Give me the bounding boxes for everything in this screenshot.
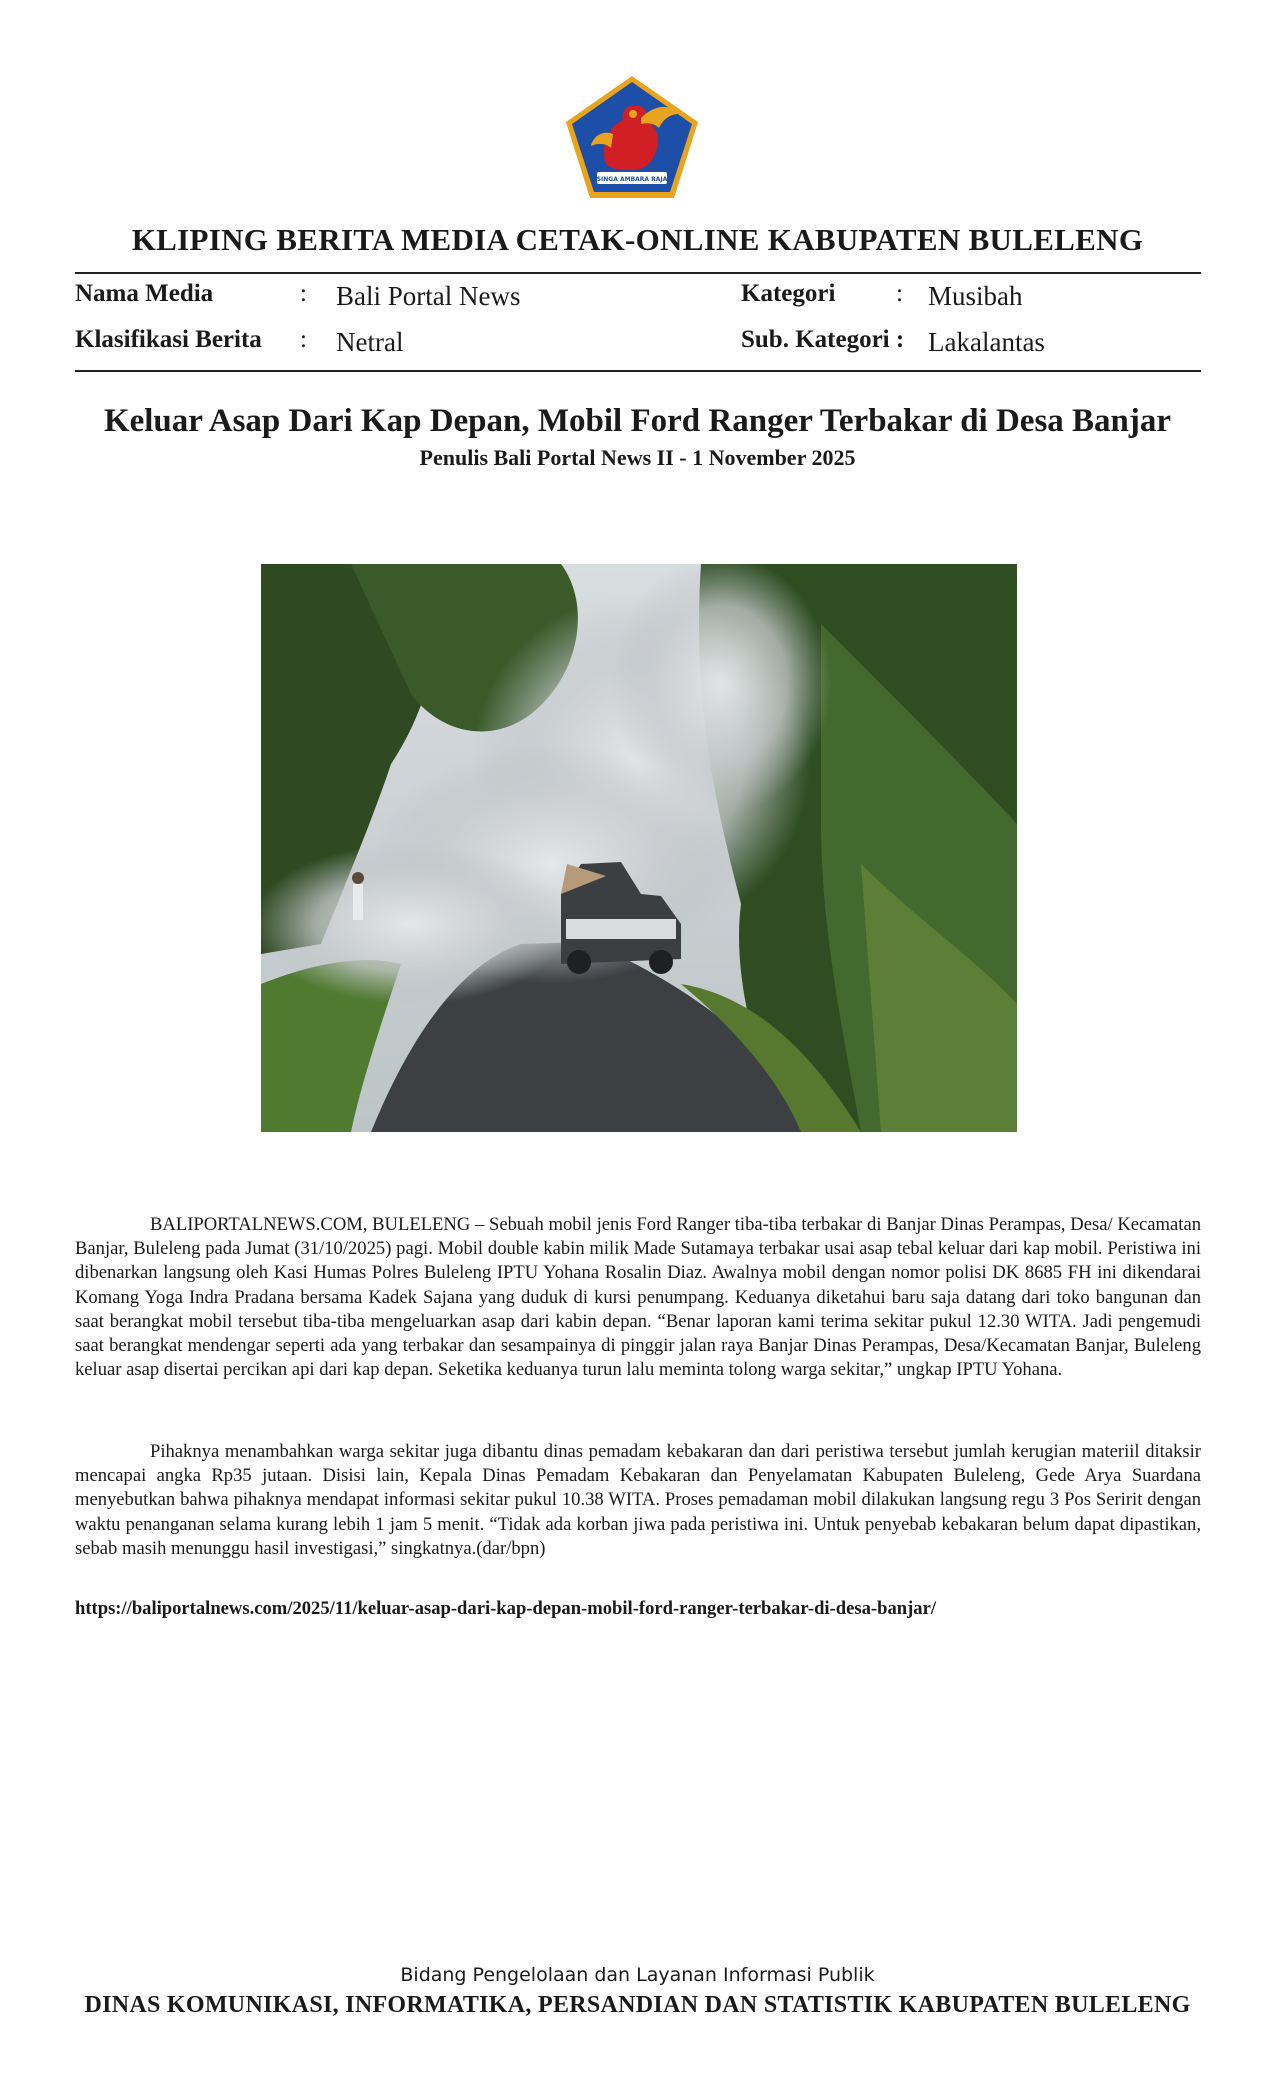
article-paragraph-1: BALIPORTALNEWS.COM, BULELENG – Sebuah mobil jenis Ford Ranger tiba-tiba terbakar di Banjar Dinas Perampas, Desa/ Kecamatan Banjar, Buleleng pada Jumat (31/10/2025) pagi. Mobil double kabin milik Made Sutamaya terbakar usai asap tebal keluar dari kap mobil. Peristiwa ini dibenarkan langsung oleh Kasi Humas Polres Buleleng IPTU Yohana Rosalin Diaz. Awalnya mobil dengan nomor polisi DK 8685 FH ini dikendarai Komang Yoga Indra Pradana bersama Kadek Sajana yang duduk di kursi penumpang. Keduanya diketahui baru saja datang dari toko bangunan dan saat berangkat mobil tersebut tiba-tiba mengeluarkan asap dari kabin depan. “Benar laporan kami terima sekitar pukul 12.30 WITA. Jadi pengemudi saat berangkat mendengar seperti ada yang terbakar dan sesampainya di pinggir jalan raya Banjar Dinas Perampas, Desa/Kecamatan Banjar, Buleleng keluar asap disertai percikan api dari kap depan. Seketika keduanya turun lalu meminta tolong warga sekitar,” ungkap IPTU Yohana. (75, 1214, 1201, 1381)
singa-ambara-raja-emblem (563, 74, 701, 202)
klasifikasi-value: Netral (336, 327, 404, 357)
kategori-label: Kategori (741, 280, 836, 307)
sub-kategori-label: Sub. Kategori : (741, 326, 905, 353)
article-byline: Penulis Bali Portal News II - 1 November 2025 (419, 445, 856, 470)
top-divider (75, 272, 1201, 274)
footer-agency: DINAS KOMUNIKASI, INFORMATIKA, PERSANDIAN DAN STATISTIK KABUPATEN BULELENG (84, 1992, 1191, 2018)
klasifikasi-label: Klasifikasi Berita (75, 326, 262, 353)
kategori-colon: : (896, 280, 903, 307)
document-title: KLIPING BERITA MEDIA CETAK-ONLINE KABUPATEN BULELENG (131, 222, 1144, 257)
nama-media-value: Bali Portal News (336, 281, 521, 311)
kategori-value: Musibah (928, 281, 1023, 311)
bottom-divider (75, 370, 1201, 372)
article-photo (261, 564, 1017, 1132)
footer-department: Bidang Pengelolaan dan Layanan Informasi Publik (400, 1964, 875, 1986)
sub-kategori-value: Lakalantas (928, 327, 1045, 357)
source-link[interactable]: https://baliportalnews.com/2025/11/keluar-asap-dari-kap-depan-mobil-ford-ranger-terbakar-di-desa-banjar/ (75, 1598, 936, 1619)
article-paragraph-2: Pihaknya menambahkan warga sekitar juga dibantu dinas pemadam kebakaran dan dari peristiwa tersebut jumlah kerugian materiil ditaksir mencapai angka Rp35 jutaan. Disisi lain, Kepala Dinas Pemadam Kebakaran dan Penyelamatan Kabupaten Buleleng, Gede Arya Suardana menyebutkan bahwa pihaknya mendapat informasi sekitar pukul 10.38 WITA. Proses pemadaman mobil dilakukan langsung regu 3 Pos Seririt dengan waktu penanganan selama kurang lebih 1 jam 5 menit. “Tidak ada korban jiwa pada peristiwa ini. Untuk penyebab kebakaran belum dapat dipastikan, sebab masih menunggu hasil investigasi,” singkatnya.(dar/bpn) (75, 1441, 1201, 1559)
klasifikasi-colon: : (300, 326, 307, 353)
nama-media-colon: : (300, 280, 307, 307)
nama-media-label: Nama Media (75, 280, 214, 307)
regency-logo (563, 74, 701, 202)
article-headline: Keluar Asap Dari Kap Depan, Mobil Ford Ranger Terbakar di Desa Banjar (103, 403, 1172, 439)
logo-motto: SINGA AMBARA RAJA (596, 176, 668, 183)
